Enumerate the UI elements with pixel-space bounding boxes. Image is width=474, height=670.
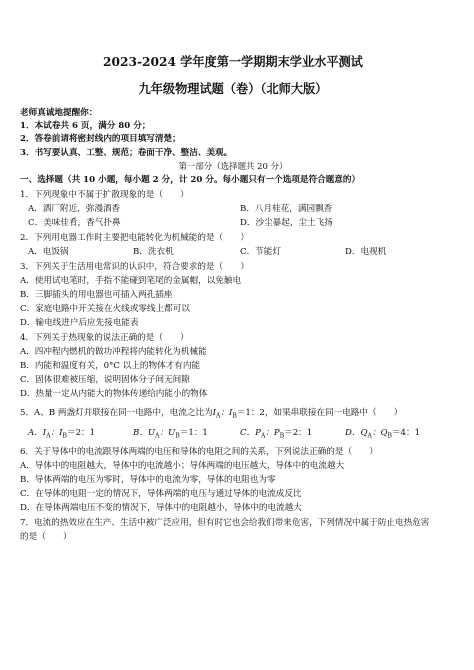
option-d: D．输电线进户后应先接电能表 [20, 318, 139, 328]
option-label: C．P [240, 428, 261, 438]
notice-item: 2．答卷前请将密封线内的项目填写清楚； [20, 134, 181, 144]
option-d: D．在导体两端电压不变的情况下，导体中的电阻越小，导体中的电流越大 [20, 503, 302, 513]
question-stem: 7．电流的热效应在生产、生活中被广泛应用，但有时它也会给我们带来危害，下列情况中属于防止电热危害 [20, 518, 430, 528]
option-label: ：P [265, 428, 280, 438]
option-b: B．导体两端的电压为零时，导体中的电流为零，导体的电阻也为零 [20, 475, 276, 485]
option-c: C．在导体的电阻一定的情况下，导体两端的电压与通过导体的电流成反比 [20, 489, 302, 499]
question-stem [20, 408, 402, 422]
math-subscript: B [232, 412, 237, 420]
option-label: ＝2：1 [284, 428, 313, 438]
notice-item: 3．书写要认真、工整、规范；卷面干净、整洁、美观。 [20, 148, 233, 158]
option-label: B．U [133, 428, 156, 438]
option-d [345, 428, 420, 442]
math-subscript: B [279, 432, 285, 440]
option-label: ＝2：1 [66, 428, 96, 438]
option-b [133, 428, 208, 442]
part-heading: 第一部分（选择题共 20 分） [178, 162, 288, 172]
notice-heading: 老师真诚地提醒你： [20, 108, 98, 118]
math-subscript: B [387, 432, 392, 440]
question-stem: 4．下列关于热现象的说法正确的是（ ） [20, 333, 189, 343]
option-label: ：I [50, 428, 63, 438]
option-c: C．固体很难被压缩，说明固体分子间无间隙 [20, 375, 190, 385]
math-subscript: B [175, 432, 180, 440]
option-label: A．I [28, 428, 47, 438]
option-d: D．热量一定从内能大的物体传递给内能小的物体 [20, 389, 208, 399]
page-subtitle: 九年级物理试题（卷）（北师大版） [138, 81, 328, 96]
option-d: D．沙尘暴起，尘土飞扬 [240, 218, 333, 228]
option-b: B．三脚插头的用电器也可插入两孔插座 [20, 290, 173, 300]
math-symbol: ：I [220, 408, 233, 418]
option-a: A．电饭锅 [28, 247, 69, 257]
page-title: 2023-2024 学年度第一学期期末学业水平测试 [103, 54, 363, 69]
math-subscript: A [260, 432, 266, 440]
option-label: ＝1：1 [179, 428, 208, 438]
option-a: A．导体中的电阻越大，导体中的电流越小；导体两端的电压越大，导体中的电流越大 [20, 461, 345, 471]
option-a [28, 428, 95, 442]
math-subscript: A [155, 432, 160, 440]
stem-text: ＝1：2，如果串联接在同一电路中（ ） [236, 408, 403, 418]
option-b: B．八月桂花，满园飘香 [240, 204, 333, 214]
option-label: ＝4：1 [391, 428, 421, 438]
option-a: A．酒厂附近，弥漫酒香 [28, 204, 121, 214]
math-symbol: I [212, 408, 217, 418]
option-b: B．内能和温度有关，0°C 以上的物体才有内能 [20, 361, 201, 371]
section-heading: 一、选择题（共 10 小题，每小题 2 分，计 20 分。每小题只有一个选项是符合题意的） [20, 175, 361, 185]
question-stem-cont: 的是（ ） [20, 532, 72, 542]
option-label: ：U [159, 428, 176, 438]
option-c: C．节能灯 [240, 247, 281, 257]
math-subscript: B [62, 432, 67, 440]
option-c [240, 428, 312, 442]
option-label: ：Q [371, 428, 388, 438]
option-d: D．电视机 [345, 247, 387, 257]
question-stem: 1．下列现象中不属于扩散现象的是（ ） [20, 190, 189, 200]
option-a: A．使用试电笔时，手指不能碰到笔尾的金属帽，以免触电 [20, 276, 242, 286]
question-stem: 2．下列用电器工作时主要把电能转化为机械能的是（ ） [20, 233, 249, 243]
math-subscript: A [216, 412, 221, 420]
notice-item: 1．本试卷共 6 页，满分 80 分； [20, 121, 151, 131]
option-a: A．四冲程内燃机的做功冲程将内能转化为机械能 [20, 347, 207, 357]
option-b: B．洗衣机 [133, 247, 174, 257]
question-stem: 6．关于导体中的电流跟导体两端的电压和导体的电阻之间的关系，下列说法正确的是（ ） [20, 447, 378, 457]
math-subscript: A [367, 432, 372, 440]
question-stem: 3．下列关于生活用电常识的认识中，符合要求的是（ ） [20, 262, 249, 272]
math-subscript: A [46, 432, 51, 440]
stem-text: 5．A、B 两盏灯并联接在同一电路中，电流之比为 [20, 408, 213, 418]
option-c: C．家庭电路中开关接在火线或零线上都可以 [20, 304, 190, 314]
option-c: C．美味佳肴，香气扑鼻 [28, 218, 121, 228]
option-label: D．Q [345, 428, 368, 438]
